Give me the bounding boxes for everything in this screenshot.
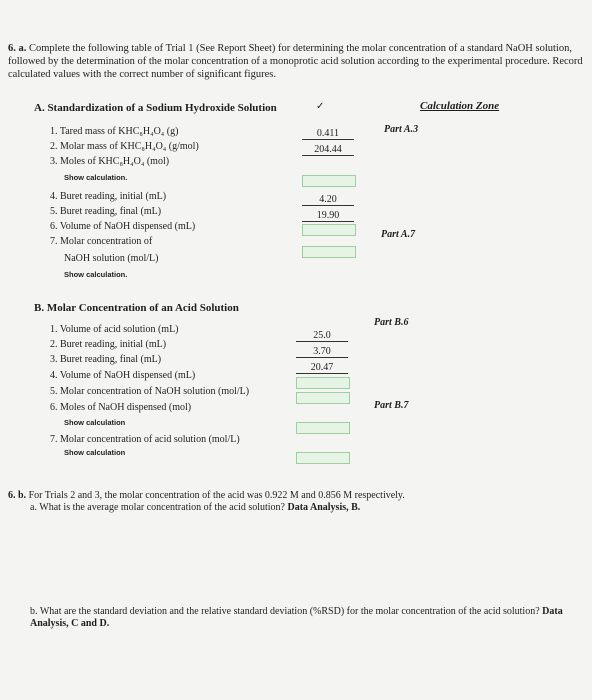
question-6b-b-ref: Data Analysis, C and D.: [30, 606, 563, 629]
question-6b-b-text: b. What are the standard deviation and the relative standard deviation (%RSD) for the molar concentration of the acid solution?: [30, 606, 540, 617]
question-6b-text: For Trials 2 and 3, the molar concentration of the acid was 0.922 M and 0.856 M respectively.: [28, 490, 405, 501]
calculation-zone-title: Calculation Zone: [420, 100, 500, 112]
b-show-calculation-1: Show calculation: [64, 418, 126, 427]
tick-mark: ✓: [316, 101, 325, 112]
question-number: 6. a.: [8, 43, 27, 54]
question-6b-b: [30, 606, 584, 630]
part-a3-label: Part A.3: [384, 124, 419, 135]
question-6b: [8, 490, 584, 514]
a-volume-answer-box[interactable]: [302, 224, 356, 236]
section-a-title: A. Standardization of a Sodium Hydroxide Solution: [34, 102, 277, 114]
part-b6-label: Part B.6: [374, 317, 409, 328]
b-concentration-acid-answer-box[interactable]: [296, 452, 350, 464]
a-final-reading-value[interactable]: 19.90: [302, 210, 354, 222]
a-molar-mass-value[interactable]: 204.44: [302, 144, 354, 156]
intro-text: Complete the following table of Trial 1 (See Report Sheet) for determining the molar concentration of a standard NaOH solution, followed by the determination of the molar concentration of a monoprotic acid solution according to the experimental procedure. Record calculated values with the correct number of significant figures.: [8, 43, 583, 80]
a-concentration-answer-box[interactable]: [302, 246, 356, 258]
a-tared-mass-value[interactable]: 0.411: [302, 128, 354, 140]
b-item-5: 5. Molar concentration of NaOH solution (mol/L): [50, 386, 250, 397]
intro-paragraph: [8, 42, 583, 81]
question-6b-number: 6. b.: [8, 490, 27, 501]
section-b-title: B. Molar Concentration of an Acid Solution: [34, 302, 239, 314]
a-item-1: 1. Tared mass of KHC₈H₄O₄ (g): [50, 126, 179, 137]
b-concentration-naoh-answer-box[interactable]: [296, 392, 350, 404]
b-item-3: 3. Buret reading, final (mL): [50, 354, 162, 365]
a-item-7-cont: NaOH solution (mol/L): [64, 253, 159, 264]
a-show-calculation-1: Show calculation.: [64, 173, 128, 182]
b-show-calculation-2: Show calculation: [64, 448, 126, 457]
question-6b-a-text: a. What is the average molar concentration of the acid solution?: [30, 502, 285, 513]
a-item-7: 7. Molar concentration of: [50, 236, 153, 247]
b-item-4: 4. Volume of NaOH dispensed (mL): [50, 370, 196, 381]
a-item-5: 5. Buret reading, final (mL): [50, 206, 162, 217]
b-moles-naoh-answer-box[interactable]: [296, 422, 350, 434]
a-show-calculation-2: Show calculation.: [64, 270, 128, 279]
a-item-2: 2. Molar mass of KHC₈H₄O₄ (g/mol): [50, 141, 199, 152]
b-final-reading-value[interactable]: 20.47: [296, 362, 348, 374]
a-item-3: 3. Moles of KHC₈H₄O₄ (mol): [50, 156, 170, 167]
b-initial-reading-value[interactable]: 3.70: [296, 346, 348, 358]
b-item-2: 2. Buret reading, initial (mL): [50, 339, 167, 350]
b-item-1: 1. Volume of acid solution (mL): [50, 324, 179, 335]
part-b7-label: Part B.7: [374, 400, 409, 411]
a-moles-answer-box[interactable]: [302, 175, 356, 187]
question-6b-a-ref: Data Analysis, B.: [287, 502, 361, 513]
a-item-6: 6. Volume of NaOH dispensed (mL): [50, 221, 196, 232]
a-initial-reading-value[interactable]: 4.20: [302, 194, 354, 206]
b-item-7: 7. Molar concentration of acid solution (mol/L): [50, 434, 240, 445]
b-volume-acid-value[interactable]: 25.0: [296, 330, 348, 342]
part-a7-label: Part A.7: [381, 229, 416, 240]
a-item-4: 4. Buret reading, initial (mL): [50, 191, 167, 202]
b-volume-naoh-answer-box[interactable]: [296, 377, 350, 389]
b-item-6: 6. Moles of NaOH dispensed (mol): [50, 402, 192, 413]
